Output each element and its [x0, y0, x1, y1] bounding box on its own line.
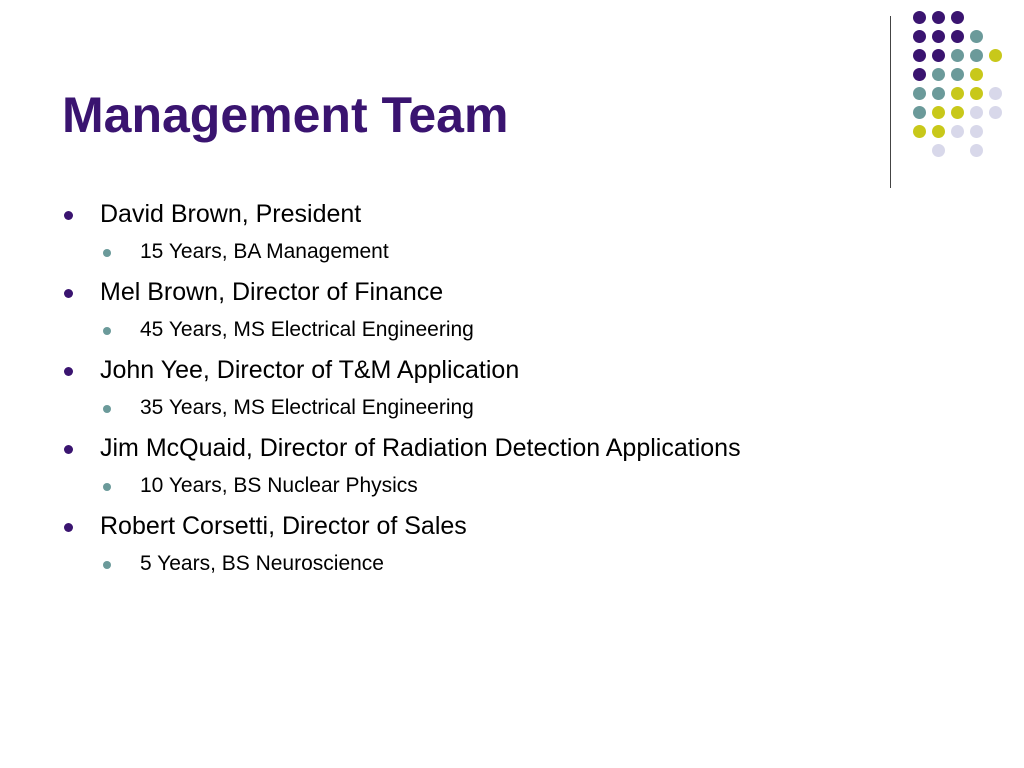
person-detail: 45 Years, MS Electrical Engineering — [140, 318, 474, 341]
decorative-dot — [970, 125, 983, 138]
person-row — [0, 432, 900, 471]
sub-bullet-dot-icon — [103, 405, 111, 413]
sub-bullet-dot-icon — [103, 327, 111, 335]
person-name-title: Jim McQuaid, Director of Radiation Detection Applications — [100, 434, 741, 462]
decorative-dot — [989, 87, 1002, 100]
decorative-dot — [913, 87, 926, 100]
slide-title: Management Team — [62, 87, 509, 143]
person-detail-row — [0, 471, 900, 510]
decorative-dot — [913, 68, 926, 81]
decorative-dot — [951, 68, 964, 81]
person-name-title: John Yee, Director of T&M Application — [100, 356, 520, 384]
person-name-title: Mel Brown, Director of Finance — [100, 278, 444, 306]
decorative-dot — [932, 87, 945, 100]
person-detail-row — [0, 315, 900, 354]
person-detail-row — [0, 237, 900, 276]
decorative-dot — [913, 30, 926, 43]
decorative-dot — [913, 125, 926, 138]
decorative-dot — [951, 106, 964, 119]
person-detail: 35 Years, MS Electrical Engineering — [140, 396, 474, 419]
decorative-dot — [970, 87, 983, 100]
decorative-dot — [970, 30, 983, 43]
decorative-dot — [932, 11, 945, 24]
list-item — [0, 510, 900, 588]
person-name-title: David Brown, President — [100, 200, 362, 228]
decorative-dot — [913, 11, 926, 24]
sub-bullet-dot-icon — [103, 249, 111, 257]
list-item — [0, 276, 900, 354]
bullet-dot-icon — [64, 211, 73, 220]
list-item — [0, 432, 900, 510]
decorative-dot — [932, 49, 945, 62]
person-detail: 10 Years, BS Nuclear Physics — [140, 474, 418, 497]
person-detail: 15 Years, BA Management — [140, 240, 389, 263]
decorative-dot — [932, 30, 945, 43]
decorative-dot — [970, 49, 983, 62]
decorative-dot — [951, 30, 964, 43]
list-item — [0, 354, 900, 432]
decorative-dot — [989, 49, 1002, 62]
decorative-dot — [951, 11, 964, 24]
person-detail-row — [0, 393, 900, 432]
decorative-dot — [932, 144, 945, 157]
person-row — [0, 276, 900, 315]
bullet-list — [0, 198, 900, 588]
bullet-dot-icon — [64, 445, 73, 454]
decorative-dot — [951, 87, 964, 100]
decorative-dot — [932, 125, 945, 138]
person-row — [0, 510, 900, 549]
bullet-dot-icon — [64, 523, 73, 532]
person-row — [0, 198, 900, 237]
decorative-dot — [932, 106, 945, 119]
decorative-dot — [951, 125, 964, 138]
person-detail: 5 Years, BS Neuroscience — [140, 552, 384, 575]
decorative-dot — [951, 49, 964, 62]
decorative-dot — [970, 68, 983, 81]
bullet-dot-icon — [64, 289, 73, 298]
sub-bullet-dot-icon — [103, 483, 111, 491]
decorative-dot — [970, 106, 983, 119]
decorative-dot — [970, 144, 983, 157]
bullet-dot-icon — [64, 367, 73, 376]
sub-bullet-dot-icon — [103, 561, 111, 569]
list-item — [0, 198, 900, 276]
decorative-dot — [913, 106, 926, 119]
person-detail-row — [0, 549, 900, 588]
decorative-dot — [932, 68, 945, 81]
vertical-divider — [890, 16, 891, 188]
person-row — [0, 354, 900, 393]
decorative-dot — [989, 106, 1002, 119]
decorative-dot — [913, 49, 926, 62]
person-name-title: Robert Corsetti, Director of Sales — [100, 512, 467, 540]
